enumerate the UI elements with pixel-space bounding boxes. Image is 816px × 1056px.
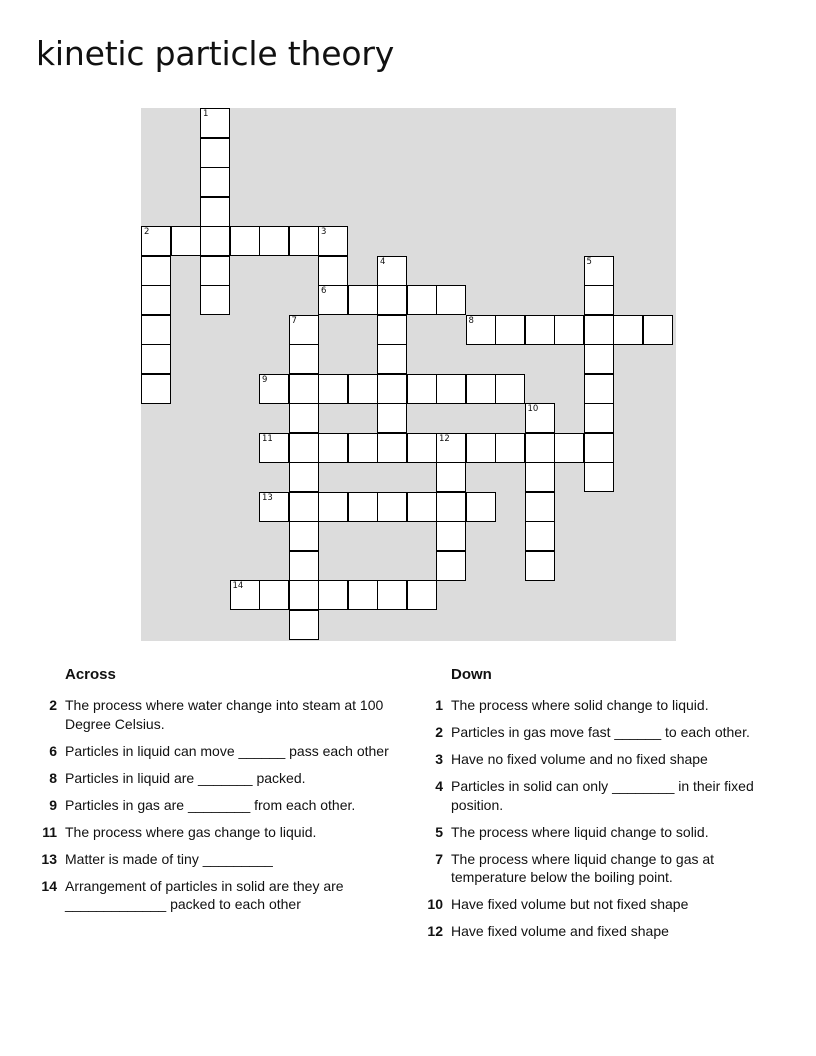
- clue-number-label: 14: [41, 877, 57, 894]
- grid-cell[interactable]: [259, 433, 289, 463]
- clue-number: 9: [262, 374, 268, 385]
- clue-number-label: 3: [435, 751, 443, 767]
- grid-cell[interactable]: [200, 226, 230, 256]
- clue-text: Arrangement of particles in solid are they are _____________ packed to each other: [65, 877, 344, 912]
- grid-cell[interactable]: [318, 492, 348, 522]
- puzzle-title: kinetic particle theory: [36, 34, 395, 73]
- grid-cell[interactable]: [289, 521, 319, 551]
- grid-cell[interactable]: [200, 285, 230, 315]
- grid-cell[interactable]: [141, 226, 171, 256]
- clue-number: 10: [527, 404, 539, 414]
- grid-cell[interactable]: [436, 433, 466, 463]
- clue-number: 6: [321, 286, 327, 296]
- grid-cell[interactable]: [200, 167, 230, 197]
- grid-cell[interactable]: [289, 226, 319, 256]
- crossword-grid: [141, 108, 676, 641]
- across-clue-13: [41, 850, 400, 869]
- grid-cell[interactable]: [407, 492, 437, 522]
- clue-number-label: 4: [435, 778, 443, 794]
- clue-text: The process where water change into steam at 100 Degree Celsius.: [65, 697, 384, 732]
- grid-cell[interactable]: [377, 256, 407, 286]
- grid-cell[interactable]: [436, 374, 466, 404]
- grid-cell[interactable]: [318, 580, 348, 610]
- grid-cell[interactable]: [318, 285, 348, 315]
- grid-cell[interactable]: [259, 580, 289, 610]
- grid-cell[interactable]: [259, 374, 289, 404]
- grid-cell[interactable]: [436, 462, 466, 492]
- grid-cell[interactable]: [230, 226, 260, 256]
- clue-number-label: 13: [41, 850, 57, 867]
- grid-cell[interactable]: [348, 492, 378, 522]
- grid-cell[interactable]: [318, 256, 348, 286]
- grid-cell[interactable]: [200, 108, 230, 138]
- grid-cell[interactable]: [495, 433, 525, 463]
- across-clue-9: [49, 796, 400, 815]
- grid-cell[interactable]: [200, 197, 230, 227]
- clue-number-label: 2: [435, 724, 443, 740]
- clue-number: 2: [144, 227, 150, 237]
- grid-cell[interactable]: [525, 403, 555, 433]
- grid-cell[interactable]: [200, 138, 230, 168]
- clue-text: Particles in solid can only ________ in their fixed position.: [451, 778, 754, 813]
- grid-cell[interactable]: [141, 256, 171, 286]
- grid-cell[interactable]: [289, 492, 319, 522]
- grid-cell[interactable]: [554, 433, 584, 463]
- grid-cell[interactable]: [348, 285, 378, 315]
- clue-number-label: 1: [435, 697, 443, 713]
- clue-number-label: 5: [435, 823, 443, 840]
- grid-cell[interactable]: [466, 433, 496, 463]
- grid-cell[interactable]: [171, 226, 201, 256]
- clue-text: Particles in gas move fast ______ to each other.: [451, 724, 750, 740]
- grid-cell[interactable]: [141, 374, 171, 404]
- clue-number-label: 9: [49, 796, 57, 813]
- grid-cell[interactable]: [436, 492, 466, 522]
- grid-cell[interactable]: [407, 433, 437, 463]
- grid-cell[interactable]: [348, 580, 378, 610]
- grid-cell[interactable]: [289, 551, 319, 581]
- across-heading: Across: [65, 666, 116, 683]
- down-clue-12: [427, 922, 776, 941]
- down-heading: Down: [451, 666, 492, 683]
- grid-cell[interactable]: [436, 285, 466, 315]
- grid-cell[interactable]: [584, 256, 614, 286]
- grid-cell[interactable]: [377, 433, 407, 463]
- clue-number-label: 10: [427, 896, 443, 912]
- clue-text: The process where liquid change to gas at temperature below the boiling point.: [451, 850, 715, 885]
- grid-cell[interactable]: [141, 285, 171, 315]
- grid-cell[interactable]: [259, 226, 289, 256]
- grid-cell[interactable]: [407, 285, 437, 315]
- across-clues: [41, 666, 400, 922]
- clue-text: Particles in gas are ________ from each other.: [65, 796, 356, 813]
- grid-cell[interactable]: [318, 433, 348, 463]
- clue-number-label: 8: [49, 769, 57, 786]
- down-clue-3: [435, 750, 776, 769]
- grid-cell[interactable]: [584, 285, 614, 315]
- grid-cell[interactable]: [289, 403, 319, 433]
- grid-cell[interactable]: [613, 315, 643, 345]
- clue-text: Particles in liquid are _______ packed.: [65, 769, 306, 786]
- clue-number: 5: [586, 256, 592, 267]
- grid-cell[interactable]: [525, 462, 555, 492]
- grid-cell[interactable]: [525, 521, 555, 551]
- down-clue-1: [435, 696, 776, 715]
- grid-cell[interactable]: [289, 610, 319, 640]
- grid-cell[interactable]: [289, 344, 319, 374]
- grid-cell[interactable]: [377, 315, 407, 345]
- grid-cell[interactable]: [525, 315, 555, 345]
- clue-number-label: 11: [42, 823, 57, 840]
- across-clue-6: [49, 742, 400, 761]
- grid-cell[interactable]: [318, 226, 348, 256]
- clue-number: 1: [203, 109, 209, 119]
- clue-number-label: 2: [49, 697, 57, 713]
- grid-cell[interactable]: [436, 551, 466, 581]
- clue-text: Particles in liquid can move ______ pass each other: [65, 742, 389, 759]
- grid-cell[interactable]: [436, 521, 466, 551]
- across-clue-11: [42, 823, 400, 842]
- grid-cell[interactable]: [318, 374, 348, 404]
- clue-number: 12: [439, 433, 450, 444]
- grid-cell[interactable]: [259, 492, 289, 522]
- grid-cell[interactable]: [495, 315, 525, 345]
- clue-number: 13: [262, 492, 273, 503]
- grid-cell[interactable]: [525, 433, 555, 463]
- grid-cell[interactable]: [584, 433, 614, 463]
- grid-cell[interactable]: [377, 580, 407, 610]
- grid-cell[interactable]: [466, 374, 496, 404]
- clue-number: 4: [380, 256, 386, 267]
- grid-cell[interactable]: [289, 315, 319, 345]
- clue-text: Have fixed volume and fixed shape: [451, 923, 669, 939]
- grid-cell[interactable]: [141, 315, 171, 345]
- grid-cell[interactable]: [289, 374, 319, 404]
- grid-cell[interactable]: [289, 580, 319, 610]
- down-clues: [427, 666, 776, 949]
- grid-cell[interactable]: [466, 492, 496, 522]
- across-clue-14: [41, 877, 400, 914]
- grid-cell[interactable]: [377, 285, 407, 315]
- grid-cell[interactable]: [289, 462, 319, 492]
- grid-cell[interactable]: [230, 580, 260, 610]
- grid-cell[interactable]: [554, 315, 584, 345]
- grid-cell[interactable]: [407, 580, 437, 610]
- clue-number: 11: [262, 433, 273, 444]
- grid-cell[interactable]: [377, 344, 407, 374]
- down-clue-10: [427, 895, 776, 914]
- grid-cell[interactable]: [377, 492, 407, 522]
- across-clue-2: [49, 696, 400, 733]
- clue-text: The process where solid change to liquid.: [451, 697, 709, 713]
- grid-cell[interactable]: [525, 551, 555, 581]
- clue-number-label: 7: [435, 850, 443, 867]
- clue-number: 8: [468, 315, 474, 326]
- grid-cell[interactable]: [584, 462, 614, 492]
- clue-number: 14: [232, 581, 244, 591]
- clue-number: 3: [321, 227, 327, 237]
- grid-cell[interactable]: [289, 433, 319, 463]
- grid-cell[interactable]: [495, 374, 525, 404]
- clue-text: Have no fixed volume and no fixed shape: [451, 751, 708, 767]
- grid-cell[interactable]: [407, 374, 437, 404]
- clue-text: The process where liquid change to solid.: [451, 823, 709, 840]
- clue-number-label: 12: [427, 923, 443, 939]
- grid-cell[interactable]: [525, 492, 555, 522]
- grid-cell[interactable]: [348, 433, 378, 463]
- grid-cell[interactable]: [348, 374, 378, 404]
- grid-cell[interactable]: [584, 374, 614, 404]
- down-clue-5: [435, 823, 776, 842]
- down-clue-7: [435, 850, 776, 887]
- clue-text: The process where gas change to liquid.: [65, 823, 317, 840]
- clue-text: Matter is made of tiny _________: [65, 850, 273, 867]
- clue-number: 7: [291, 315, 297, 326]
- across-clue-8: [49, 769, 400, 788]
- grid-cell[interactable]: [584, 315, 614, 345]
- grid-cell[interactable]: [584, 344, 614, 374]
- grid-cell[interactable]: [141, 344, 171, 374]
- down-clue-4: [435, 777, 776, 814]
- grid-cell[interactable]: [643, 315, 673, 345]
- grid-cell[interactable]: [466, 315, 496, 345]
- down-clue-2: [435, 723, 776, 742]
- clue-text: Have fixed volume but not fixed shape: [451, 896, 689, 912]
- clue-number-label: 6: [49, 742, 57, 759]
- grid-cell[interactable]: [584, 403, 614, 433]
- grid-cell[interactable]: [377, 374, 407, 404]
- grid-cell[interactable]: [200, 256, 230, 286]
- grid-cell[interactable]: [377, 403, 407, 433]
